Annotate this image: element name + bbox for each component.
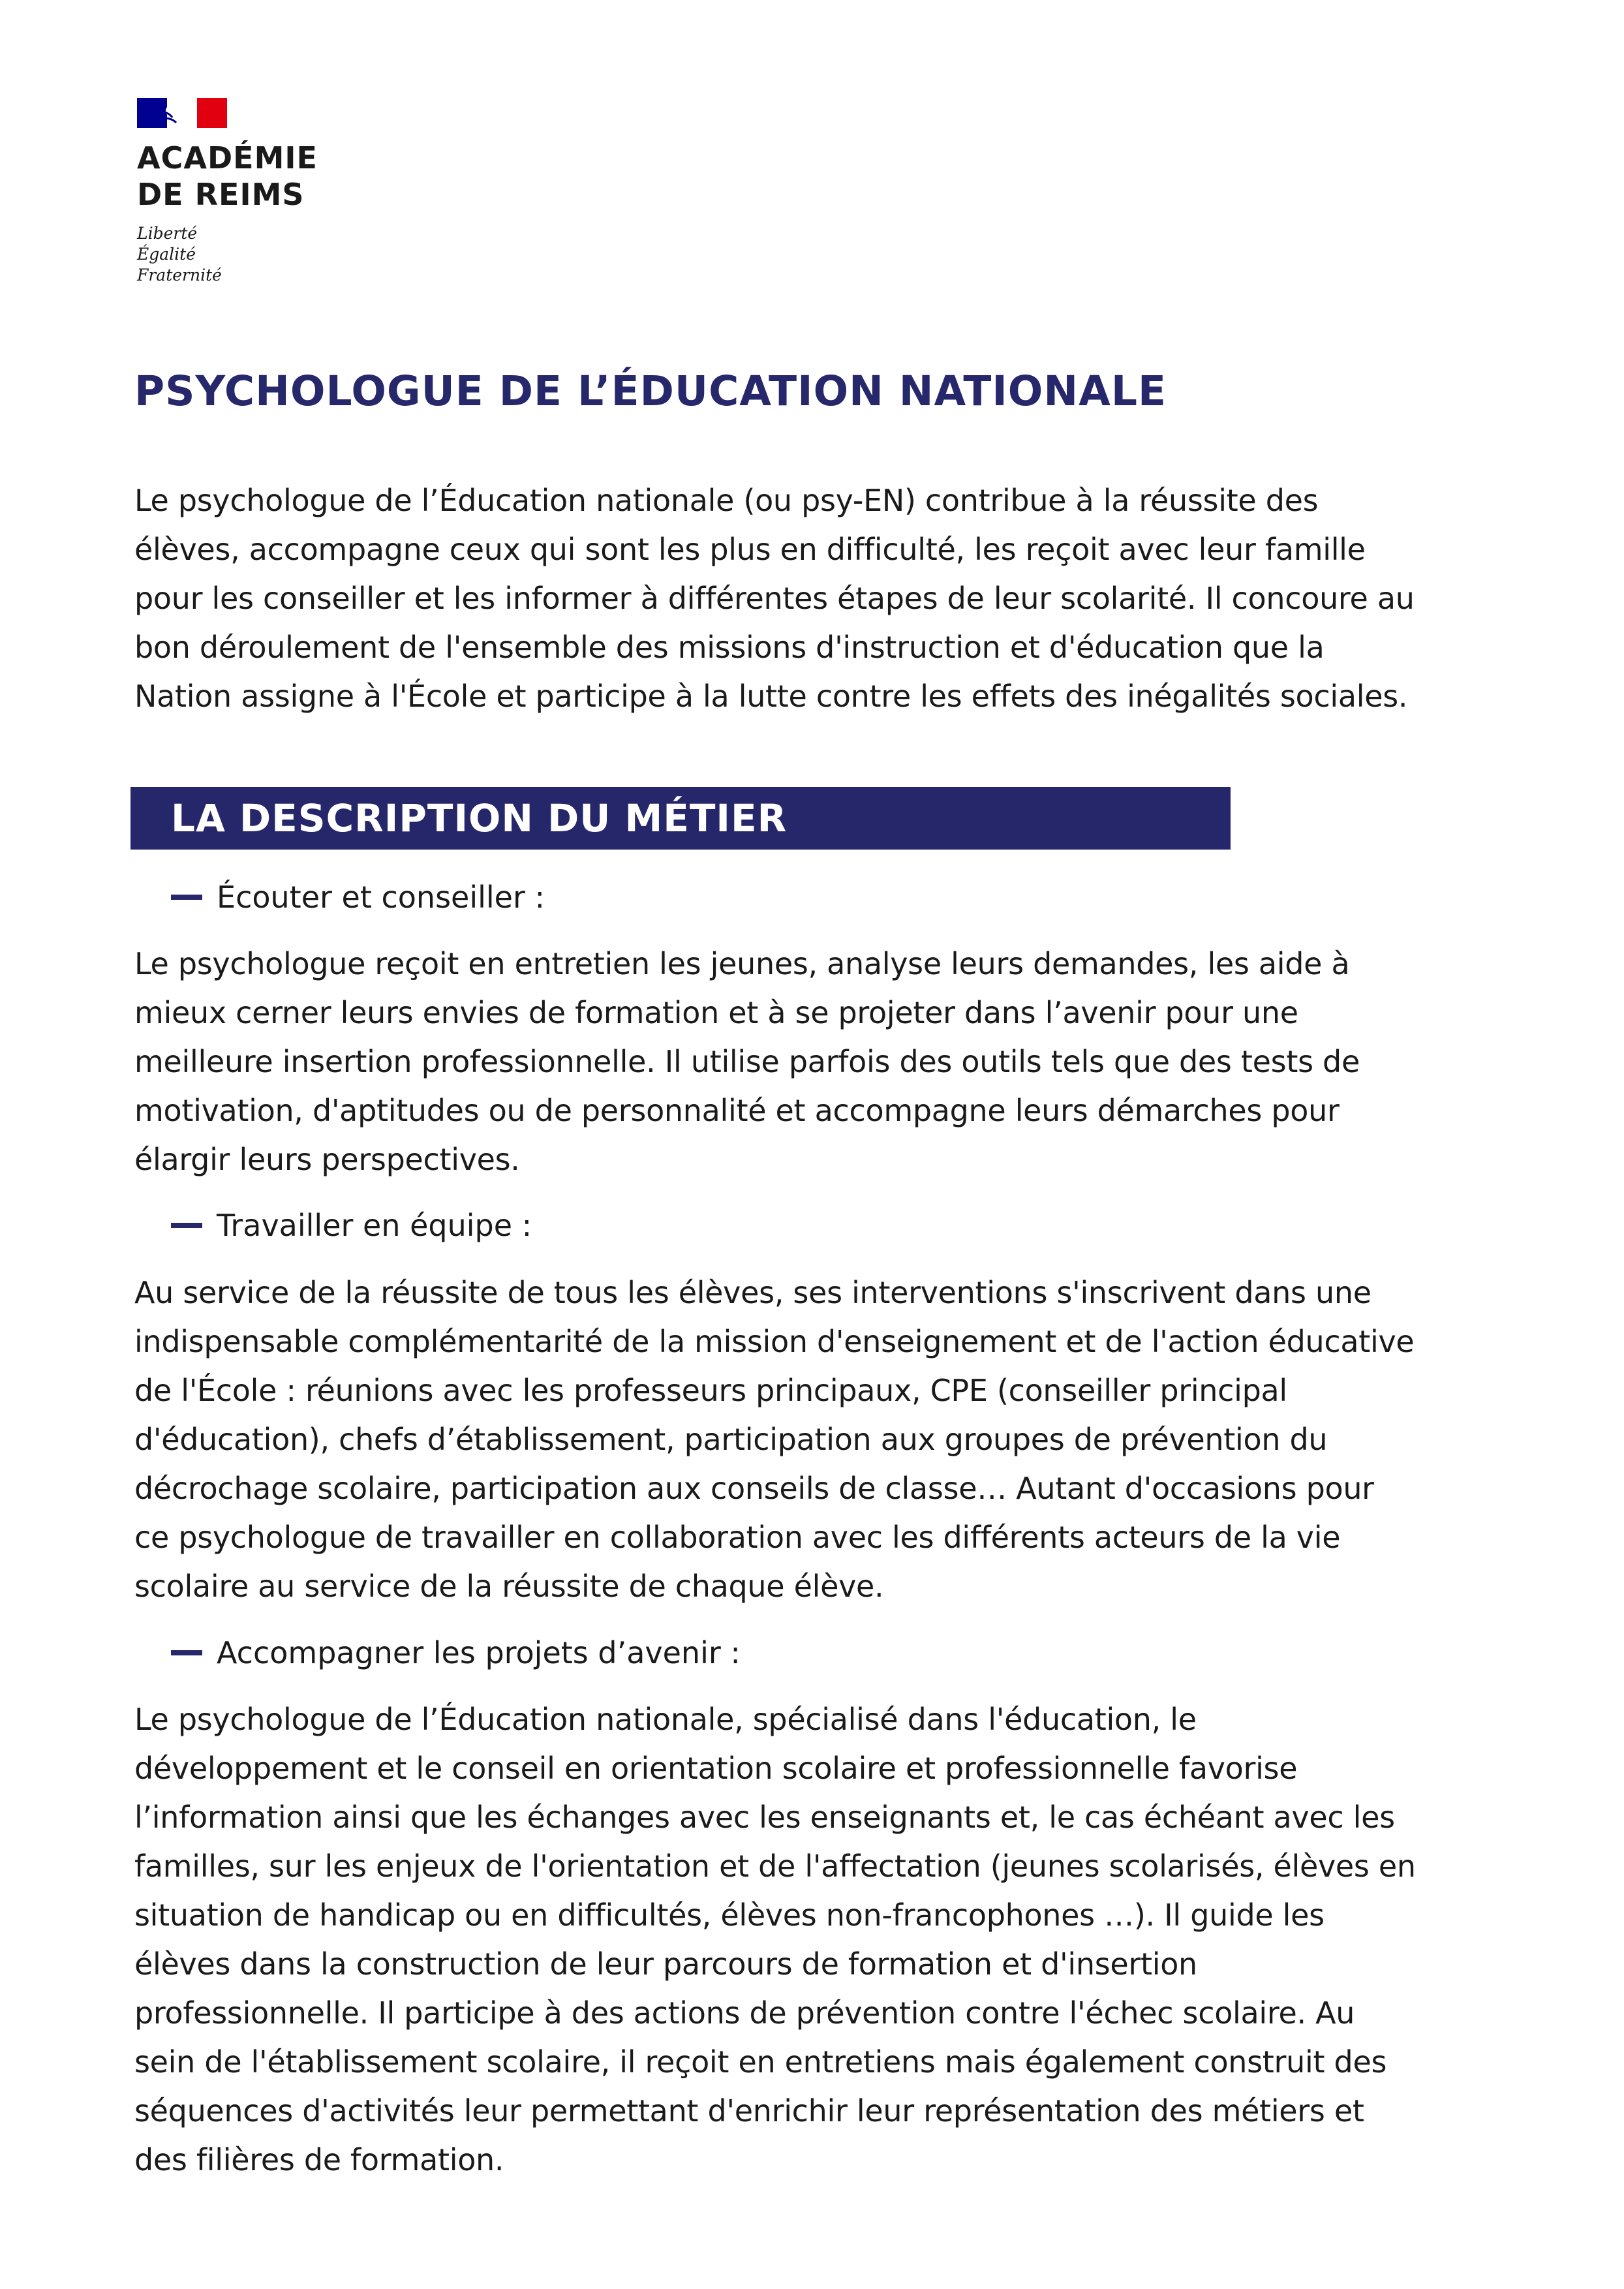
item-heading-equipe <box>171 1203 532 1248</box>
logo-line-2: DE REIMS <box>137 177 305 212</box>
paragraph-line: élargir leurs perspectives. <box>134 1142 520 1177</box>
item-heading-ecouter <box>171 874 545 920</box>
section-title: LA DESCRIPTION DU MÉTIER <box>171 796 788 840</box>
item-paragraph-avenir <box>134 1695 1511 2185</box>
paragraph-line: meilleure insertion professionnelle. Il utilise parfois des outils tels que des tests de <box>134 1044 1360 1079</box>
paragraph-line: développement et le conseil en orientation scolaire et professionnelle favorise <box>134 1751 1298 1786</box>
item-heading-text: Accompagner les projets d’avenir : <box>217 1635 741 1670</box>
paragraph-line: Le psychologue reçoit en entretien les jeunes, analyse leurs demandes, les aide à <box>134 946 1350 981</box>
logo-line-1: ACADÉMIE <box>137 140 318 176</box>
paragraph-line: séquences d'activités leur permettant d'enrichir leur représentation des métiers et <box>134 2093 1364 2128</box>
page-title: PSYCHOLOGUE DE L’ÉDUCATION NATIONALE <box>134 367 1167 415</box>
item-heading-avenir <box>171 1630 741 1676</box>
paragraph-line: des filières de formation. <box>134 2142 504 2177</box>
dash-bullet-icon <box>171 895 202 900</box>
intro-line: bon déroulement de l'ensemble des missions d'instruction et d'éducation que la <box>134 630 1325 665</box>
dash-bullet-icon <box>171 1650 202 1655</box>
paragraph-line: ce psychologue de travailler en collaboration avec les différents acteurs de la vie <box>134 1520 1341 1555</box>
motto-egalite: Égalité <box>137 245 196 264</box>
paragraph-line: mieux cerner leurs envies de formation et à se projeter dans l’avenir pour une <box>134 995 1298 1030</box>
intro-line: pour les conseiller et les informer à différentes étapes de leur scolarité. Il concoure au <box>134 581 1415 616</box>
intro-line: Nation assigne à l'École et participe à la lutte contre les effets des inégalités sociales. <box>134 679 1408 714</box>
motto-fraternite: Fraternité <box>137 266 222 284</box>
paragraph-line: indispensable complémentarité de la mission d'enseignement et de l'action éducative <box>134 1324 1415 1359</box>
paragraph-line: d'éducation), chefs d’établissement, participation aux groupes de prévention du <box>134 1422 1328 1457</box>
paragraph-line: Au service de la réussite de tous les élèves, ses interventions s'inscrivent dans une <box>134 1275 1371 1310</box>
marianne-profile-icon <box>155 99 201 127</box>
intro-line: élèves, accompagne ceux qui sont les plus en difficulté, les reçoit avec leur famille <box>134 532 1366 567</box>
paragraph-line: décrochage scolaire, participation aux conseils de classe… Autant d'occasions pour <box>134 1471 1374 1506</box>
paragraph-line: l’information ainsi que les échanges avec les enseignants et, le cas échéant avec les <box>134 1800 1395 1835</box>
paragraph-line: motivation, d'aptitudes ou de personnalité et accompagne leurs démarches pour <box>134 1093 1340 1128</box>
paragraph-line: situation de handicap ou en difficultés, élèves non-francophones …). Il guide les <box>134 1897 1325 1933</box>
intro-paragraph <box>134 476 1511 721</box>
paragraph-line: Le psychologue de l’Éducation nationale, spécialisé dans l'éducation, le <box>134 1702 1197 1737</box>
paragraph-line: scolaire au service de la réussite de chaque élève. <box>134 1569 884 1604</box>
paragraph-line: de l'École : réunions avec les professeurs principaux, CPE (conseiller principal <box>134 1373 1287 1408</box>
item-paragraph-ecouter <box>134 940 1511 1184</box>
marianne-flag-icon <box>137 98 227 128</box>
motto <box>137 223 318 286</box>
item-paragraph-equipe <box>134 1268 1511 1611</box>
paragraph-line: sein de l'établissement scolaire, il reçoit en entretiens mais également construit des <box>134 2044 1387 2080</box>
motto-liberte: Liberté <box>137 224 198 243</box>
section-header <box>130 787 1231 850</box>
paragraph-line: professionnelle. Il participe à des actions de prévention contre l'échec scolaire. Au <box>134 1995 1355 2031</box>
academie-logo <box>137 98 318 286</box>
intro-line: Le psychologue de l’Éducation nationale (ou psy-EN) contribue à la réussite des <box>134 483 1319 518</box>
item-heading-text: Travailler en équipe : <box>217 1208 532 1243</box>
paragraph-line: familles, sur les enjeux de l'orientation et de l'affectation (jeunes scolarisés, élèves en <box>134 1849 1416 1884</box>
item-heading-text: Écouter et conseiller : <box>217 880 545 915</box>
dash-bullet-icon <box>171 1223 202 1228</box>
paragraph-line: élèves dans la construction de leur parcours de formation et d'insertion <box>134 1946 1197 1982</box>
